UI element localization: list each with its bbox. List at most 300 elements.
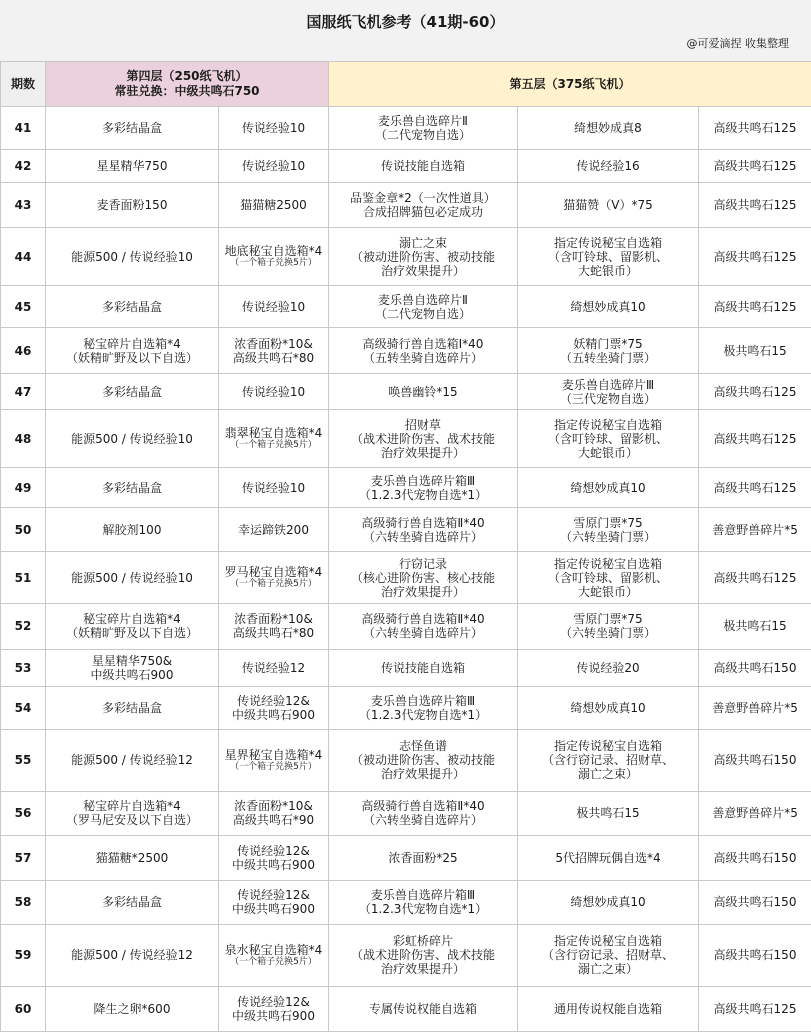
reward-cell-c4	[518, 686, 699, 729]
reward-cell-c3	[329, 729, 518, 791]
period-cell: 59	[1, 924, 46, 986]
reward-line: 极共鸣石15	[723, 343, 787, 358]
reward-line: 高级共鸣石150	[713, 850, 797, 865]
reward-cell-c4	[518, 183, 699, 228]
reward-note: （一个箱子兑换5片）	[230, 258, 317, 269]
reward-line: 麦乐兽自选碎片箱Ⅲ	[370, 473, 476, 488]
reward-cell-c4	[518, 649, 699, 686]
reward-cell-c5	[699, 150, 811, 183]
reward-line: 猫猫糖2500	[240, 198, 307, 213]
reward-line: 传说技能自选箱	[380, 159, 465, 174]
table-row	[1, 183, 811, 228]
reward-cell-c2	[219, 107, 329, 150]
reward-line: 多彩结晶盒	[101, 480, 162, 495]
reward-cell-c5	[699, 508, 811, 552]
reward-cell-c1	[46, 410, 219, 468]
page-title: 国服纸飞机参考（41期-60）	[306, 13, 505, 31]
reward-cell-c3	[329, 791, 518, 835]
reward-line: 多彩结晶盒	[101, 384, 162, 399]
period-header: 期数	[1, 62, 46, 107]
reward-cell-c1	[46, 880, 219, 924]
reward-cell-c2	[219, 835, 329, 880]
reward-line: 高级共鸣石*90	[232, 813, 315, 828]
reward-line: 专属传说权能自选箱	[368, 1001, 477, 1016]
period-cell: 56	[1, 791, 46, 835]
period-cell: 60	[1, 986, 46, 1031]
period-cell: 49	[1, 468, 46, 508]
reward-cell-c1	[46, 986, 219, 1031]
reward-cell-c4	[518, 107, 699, 150]
table-row	[1, 604, 811, 649]
reward-line: 麦乐兽自选碎片Ⅱ	[378, 292, 468, 307]
reward-cell-c1	[46, 791, 219, 835]
reward-cell-c5	[699, 183, 811, 228]
reward-line: 传说经验10	[241, 121, 306, 136]
reward-line: 传说经验12&	[237, 843, 310, 858]
reward-line: 善意野兽碎片*5	[712, 806, 798, 821]
reward-line: 绮想妙成真10	[570, 299, 646, 314]
reward-line: （含叮铃球、留影机、	[547, 249, 668, 264]
reward-line: （三代宠物自选）	[559, 391, 656, 406]
reward-cell-c5	[699, 552, 811, 604]
reward-line: 高级共鸣石150	[713, 753, 797, 768]
reward-cell-c3	[329, 686, 518, 729]
reward-line: 善意野兽碎片*5	[712, 522, 798, 537]
reward-cell-c2	[219, 604, 329, 649]
table-row	[1, 986, 811, 1031]
table-row	[1, 791, 811, 835]
reward-line: 多彩结晶盒	[101, 895, 162, 910]
period-cell: 52	[1, 604, 46, 649]
reward-line: （含行窃记录、招财草、	[541, 753, 674, 768]
reward-line: （六转坐骑门票）	[559, 626, 656, 641]
reward-line: （妖精旷野及以下自选）	[65, 626, 198, 641]
reward-line: 传说经验10	[241, 480, 306, 495]
reward-cell-c3	[329, 649, 518, 686]
reward-line: 绮想妙成真8	[574, 121, 642, 136]
reward-line: 星星精华750&	[91, 653, 173, 668]
reward-cell-c3	[329, 508, 518, 552]
reward-line: 绮想妙成真10	[570, 480, 646, 495]
reward-line: 麦香面粉150	[96, 198, 168, 213]
reward-line: 传说经验16	[576, 159, 640, 174]
reward-line: 中级共鸣石900	[232, 1008, 315, 1023]
reward-line: （六转坐骑自选碎片）	[362, 813, 483, 828]
reward-cell-c1	[46, 604, 219, 649]
table-row	[1, 552, 811, 604]
reward-line: 极共鸣石15	[576, 806, 640, 821]
reward-line: 高级共鸣石125	[713, 480, 797, 495]
period-cell: 43	[1, 183, 46, 228]
reward-cell-c5	[699, 604, 811, 649]
reward-line: 中级共鸣石900	[232, 707, 315, 722]
layer4-header	[46, 62, 329, 107]
reward-cell-c2	[219, 880, 329, 924]
table-row	[1, 468, 811, 508]
reward-line: （含叮铃球、留影机、	[547, 431, 668, 446]
reward-cell-c4	[518, 150, 699, 183]
reward-line: 麦乐兽自选碎片箱Ⅲ	[370, 888, 476, 903]
reward-note: （一个箱子兑换5片）	[230, 956, 317, 967]
rewards-table	[0, 61, 811, 1032]
reward-line: 高级共鸣石125	[713, 198, 797, 213]
reward-line: （战术进阶伤害、战术技能	[350, 948, 495, 963]
reward-line: （被动进阶伤害、被动技能	[350, 753, 495, 768]
reward-cell-c4	[518, 468, 699, 508]
reward-line: （五转坐骑自选碎片）	[362, 350, 483, 365]
period-cell: 41	[1, 107, 46, 150]
table-row	[1, 374, 811, 410]
reward-line: 传说经验10	[241, 299, 306, 314]
reward-line: 能源500 / 传说经验12	[71, 948, 193, 963]
reward-line: 溺亡之束）	[577, 962, 638, 977]
reward-line: 绮想妙成真10	[570, 895, 646, 910]
reward-line: 高级骑行兽自选箱Ⅱ*40	[361, 799, 485, 814]
reward-line: （二代宠物自选）	[374, 306, 471, 321]
reward-line: 浓香面粉*10&	[234, 612, 313, 627]
reward-cell-c2	[219, 328, 329, 374]
reward-cell-c3	[329, 286, 518, 328]
reward-line: 高级共鸣石125	[713, 431, 797, 446]
reward-line: 高级共鸣石125	[713, 249, 797, 264]
reward-line: 传说技能自选箱	[380, 660, 465, 675]
reward-cell-c2	[219, 183, 329, 228]
reward-line: 高级共鸣石*80	[232, 350, 315, 365]
reward-note: （一个箱子兑换5片）	[230, 440, 317, 451]
reward-line: 高级共鸣石125	[713, 570, 797, 585]
reward-cell-c3	[329, 835, 518, 880]
reward-cell-c4	[518, 791, 699, 835]
reward-line: 指定传说秘宝自选箱	[553, 417, 662, 432]
table-row	[1, 286, 811, 328]
credit-text: @可爱滴捏 收集整理	[686, 37, 789, 50]
reward-cell-c1	[46, 835, 219, 880]
reward-cell-c1	[46, 328, 219, 374]
reward-cell-c5	[699, 880, 811, 924]
reward-cell-c2	[219, 374, 329, 410]
reward-cell-c1	[46, 468, 219, 508]
reward-cell-c5	[699, 835, 811, 880]
reward-cell-c1	[46, 508, 219, 552]
reward-cell-c4	[518, 228, 699, 286]
table-row	[1, 508, 811, 552]
reward-line: 高级骑行兽自选箱Ⅱ*40	[361, 515, 485, 530]
reward-cell-c2	[219, 552, 329, 604]
reward-line: 治疗效果提升）	[380, 584, 465, 599]
reward-line: 志怪鱼谱	[398, 739, 447, 754]
layer4-title: 第四层（250纸飞机）	[126, 69, 248, 83]
reward-cell-c5	[699, 729, 811, 791]
period-cell: 54	[1, 686, 46, 729]
reward-line: 能源500 / 传说经验10	[71, 249, 193, 264]
reward-cell-c2	[219, 729, 329, 791]
reward-cell-c1	[46, 183, 219, 228]
reward-line: 治疗效果提升）	[380, 767, 465, 782]
reward-cell-c4	[518, 508, 699, 552]
reward-cell-c2	[219, 468, 329, 508]
table-row	[1, 686, 811, 729]
reward-line: 传说经验20	[576, 660, 640, 675]
reward-line: （五转坐骑门票）	[559, 350, 656, 365]
reward-line: 通用传说权能自选箱	[553, 1001, 662, 1016]
reward-cell-c4	[518, 986, 699, 1031]
table-row	[1, 729, 811, 791]
reward-line: （1.2.3代宠物自选*1）	[358, 487, 488, 502]
reward-line: 极共鸣石15	[723, 619, 787, 634]
reward-line: 行窃记录	[398, 556, 447, 571]
reward-line: 溺亡之束	[398, 235, 447, 250]
reward-cell-c5	[699, 328, 811, 374]
reward-cell-c5	[699, 986, 811, 1031]
reward-line: 猫猫糖*2500	[95, 850, 169, 865]
reward-line: 治疗效果提升）	[380, 962, 465, 977]
reward-line: 猫猫赞（Ⅴ）*75	[563, 198, 653, 213]
reward-note: （一个箱子兑换5片）	[230, 761, 317, 772]
reward-cell-c3	[329, 228, 518, 286]
reward-line: 多彩结晶盒	[101, 299, 162, 314]
reward-cell-c5	[699, 791, 811, 835]
period-cell: 44	[1, 228, 46, 286]
reward-line: 大蛇银币）	[577, 445, 638, 460]
reward-line: 麦乐兽自选碎片箱Ⅲ	[370, 693, 476, 708]
layer4-subtitle: 常驻兑换：中级共鸣石750	[114, 84, 260, 98]
reward-cell-c5	[699, 228, 811, 286]
reward-line: 高级共鸣石125	[713, 159, 797, 174]
table-body	[1, 107, 811, 1032]
reward-line: 传说经验12&	[237, 994, 310, 1009]
period-cell: 58	[1, 880, 46, 924]
reward-line: （被动进阶伤害、被动技能	[350, 249, 495, 264]
reward-cell-c3	[329, 880, 518, 924]
reward-cell-c1	[46, 374, 219, 410]
period-cell: 53	[1, 649, 46, 686]
title-bar	[0, 0, 811, 61]
reward-cell-c2	[219, 986, 329, 1031]
reward-cell-c3	[329, 374, 518, 410]
reward-line: 麦乐兽自选碎片Ⅱ	[378, 114, 468, 129]
reward-line: （六转坐骑门票）	[559, 529, 656, 544]
reward-line: 招财草	[404, 417, 441, 432]
reward-line: 麦乐兽自选碎片Ⅲ	[561, 377, 655, 392]
reward-line: 彩虹桥碎片	[392, 934, 453, 949]
reward-line: 高级共鸣石150	[713, 948, 797, 963]
period-cell: 45	[1, 286, 46, 328]
reward-line: 中级共鸣石900	[232, 857, 315, 872]
reward-line: （1.2.3代宠物自选*1）	[358, 707, 488, 722]
reward-line: （二代宠物自选）	[374, 128, 471, 143]
reward-line: 合成招牌猫包必定成功	[362, 205, 483, 220]
reward-line: 浓香面粉*25	[388, 850, 458, 865]
period-cell: 42	[1, 150, 46, 183]
reward-line: 高级骑行兽自选箱Ⅰ*40	[362, 336, 484, 351]
reward-line: 指定传说秘宝自选箱	[553, 556, 662, 571]
period-cell: 46	[1, 328, 46, 374]
reward-cell-c1	[46, 924, 219, 986]
reward-cell-c4	[518, 835, 699, 880]
reward-line: 泉水秘宝自选箱*4	[224, 942, 323, 957]
reward-line: 星星精华750	[96, 159, 168, 174]
reward-line: （1.2.3代宠物自选*1）	[358, 902, 488, 917]
reward-line: （含行窃记录、招财草、	[541, 948, 674, 963]
reward-cell-c3	[329, 150, 518, 183]
reward-cell-c5	[699, 286, 811, 328]
reward-line: 高级共鸣石*80	[232, 626, 315, 641]
reward-line: 绮想妙成真10	[570, 700, 646, 715]
reward-cell-c3	[329, 924, 518, 986]
reward-line: 罗马秘宝自选箱*4	[224, 565, 323, 580]
reward-cell-c1	[46, 286, 219, 328]
reward-cell-c1	[46, 228, 219, 286]
reward-line: 秘宝碎片自选箱*4	[83, 612, 181, 627]
reward-line: 大蛇银币）	[577, 263, 638, 278]
reward-cell-c5	[699, 924, 811, 986]
reward-cell-c3	[329, 107, 518, 150]
reward-cell-c1	[46, 686, 219, 729]
reward-cell-c1	[46, 150, 219, 183]
reward-cell-c5	[699, 107, 811, 150]
reward-line: 地底秘宝自选箱*4	[224, 244, 323, 259]
table-row	[1, 228, 811, 286]
reward-line: 传说经验10	[241, 159, 306, 174]
reward-line: 高级共鸣石150	[713, 895, 797, 910]
table-row	[1, 107, 811, 150]
reward-line: 溺亡之束）	[577, 767, 638, 782]
reward-cell-c2	[219, 150, 329, 183]
reward-line: 中级共鸣石900	[232, 902, 315, 917]
reward-line: 唤兽幽铃*15	[388, 384, 458, 399]
reward-line: 秘宝碎片自选箱*4	[83, 336, 181, 351]
reward-line: 治疗效果提升）	[380, 445, 465, 460]
reward-cell-c2	[219, 410, 329, 468]
reward-line: 善意野兽碎片*5	[712, 700, 798, 715]
reward-line: 降生之卵*600	[93, 1001, 171, 1016]
reward-line: 高级共鸣石125	[713, 384, 797, 399]
reward-line: 多彩结晶盒	[101, 700, 162, 715]
reward-line: （六转坐骑自选碎片）	[362, 529, 483, 544]
reward-cell-c3	[329, 552, 518, 604]
period-cell: 50	[1, 508, 46, 552]
reward-cell-c4	[518, 410, 699, 468]
reward-line: 治疗效果提升）	[380, 263, 465, 278]
reward-cell-c1	[46, 552, 219, 604]
reward-line: （六转坐骑自选碎片）	[362, 626, 483, 641]
reward-cell-c4	[518, 604, 699, 649]
reward-cell-c5	[699, 410, 811, 468]
reward-line: 妖精门票*75	[573, 336, 643, 351]
reward-line: 高级共鸣石125	[713, 1001, 797, 1016]
layer5-header: 第五层（375纸飞机）	[329, 62, 811, 107]
reward-cell-c5	[699, 468, 811, 508]
reward-cell-c2	[219, 508, 329, 552]
reward-cell-c4	[518, 729, 699, 791]
period-cell: 55	[1, 729, 46, 791]
reward-line: 浓香面粉*10&	[234, 336, 313, 351]
reward-cell-c3	[329, 410, 518, 468]
reward-line: （战术进阶伤害、战术技能	[350, 431, 495, 446]
reward-cell-c2	[219, 228, 329, 286]
reward-cell-c4	[518, 552, 699, 604]
reward-line: 高级骑行兽自选箱Ⅱ*40	[361, 612, 485, 627]
reward-cell-c1	[46, 729, 219, 791]
reward-cell-c3	[329, 328, 518, 374]
reward-cell-c3	[329, 986, 518, 1031]
reward-cell-c4	[518, 374, 699, 410]
reward-line: （核心进阶伤害、核心技能	[350, 570, 495, 585]
reward-line: 品鉴金章*2（一次性道具）	[350, 191, 496, 206]
reward-line: 星界秘宝自选箱*4	[224, 747, 323, 762]
reward-line: 幸运蹄铁200	[238, 522, 309, 537]
reward-line: 大蛇银币）	[577, 584, 638, 599]
table-row	[1, 328, 811, 374]
reward-line: 传说经验12&	[237, 888, 310, 903]
reward-cell-c3	[329, 183, 518, 228]
table-row	[1, 880, 811, 924]
reward-line: 多彩结晶盒	[101, 121, 162, 136]
reward-line: （含叮铃球、留影机、	[547, 570, 668, 585]
reward-note: （一个箱子兑换5片）	[230, 579, 317, 590]
reward-line: 解胶剂100	[102, 522, 162, 537]
table-row	[1, 835, 811, 880]
reward-cell-c2	[219, 686, 329, 729]
reward-line: 传说经验10	[241, 384, 306, 399]
reward-line: 浓香面粉*10&	[234, 799, 313, 814]
reward-line: 中级共鸣石900	[90, 667, 174, 682]
reward-cell-c2	[219, 791, 329, 835]
reward-line: 高级共鸣石125	[713, 121, 797, 136]
reward-line: 秘宝碎片自选箱*4	[83, 799, 181, 814]
period-cell: 57	[1, 835, 46, 880]
reward-line: 高级共鸣石125	[713, 299, 797, 314]
reward-line: 高级共鸣石150	[713, 660, 797, 675]
reward-line: 5代招牌玩偶自选*4	[555, 850, 661, 865]
period-cell: 48	[1, 410, 46, 468]
reward-line: （罗马尼安及以下自选）	[65, 813, 198, 828]
reward-line: 指定传说秘宝自选箱	[553, 235, 662, 250]
reward-cell-c5	[699, 686, 811, 729]
reward-line: 传说经验12	[241, 660, 306, 675]
reward-cell-c2	[219, 649, 329, 686]
reward-cell-c1	[46, 649, 219, 686]
table-row	[1, 924, 811, 986]
reward-line: 指定传说秘宝自选箱	[553, 934, 662, 949]
reward-line: 能源500 / 传说经验10	[71, 570, 193, 585]
reward-line: 翡翠秘宝自选箱*4	[224, 426, 323, 441]
table-row	[1, 649, 811, 686]
reward-line: （妖精旷野及以下自选）	[65, 350, 198, 365]
reward-line: 雪原门票*75	[573, 515, 643, 530]
reward-line: 传说经验12&	[237, 693, 310, 708]
reward-line: 指定传说秘宝自选箱	[553, 739, 662, 754]
table-row	[1, 150, 811, 183]
reward-cell-c4	[518, 286, 699, 328]
table-row	[1, 410, 811, 468]
period-cell: 47	[1, 374, 46, 410]
reward-line: 雪原门票*75	[573, 612, 643, 627]
reward-cell-c2	[219, 924, 329, 986]
reward-cell-c1	[46, 107, 219, 150]
reward-cell-c3	[329, 468, 518, 508]
reward-line: 能源500 / 传说经验12	[71, 753, 193, 768]
reward-cell-c4	[518, 328, 699, 374]
reward-cell-c2	[219, 286, 329, 328]
reward-cell-c3	[329, 604, 518, 649]
reward-cell-c4	[518, 924, 699, 986]
reward-cell-c5	[699, 374, 811, 410]
reward-cell-c4	[518, 880, 699, 924]
reward-cell-c5	[699, 649, 811, 686]
period-cell: 51	[1, 552, 46, 604]
reward-line: 能源500 / 传说经验10	[71, 431, 193, 446]
